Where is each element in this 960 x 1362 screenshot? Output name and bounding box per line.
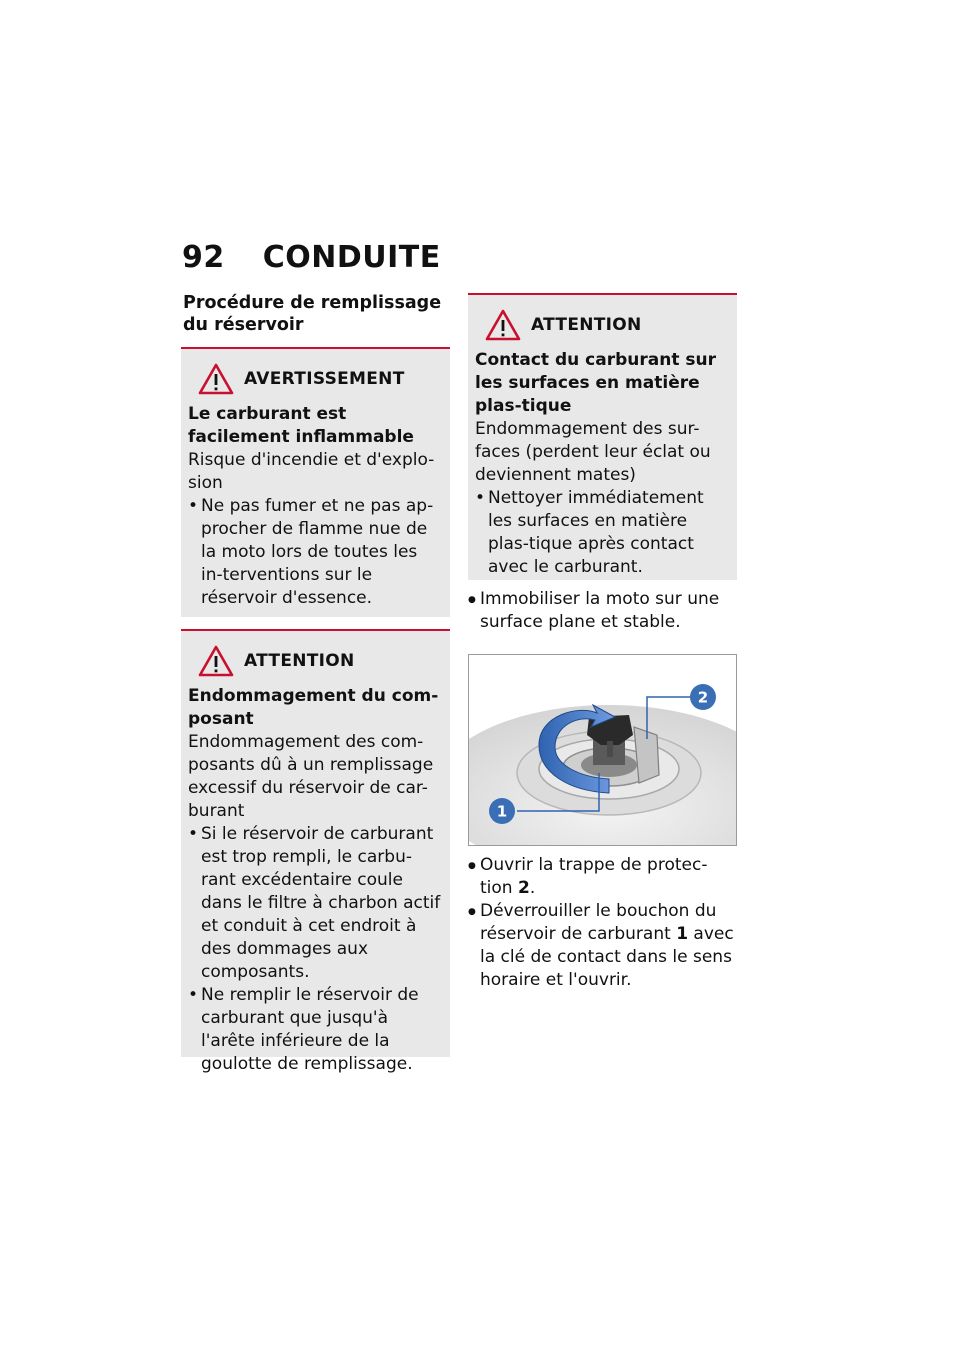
callout-2-label: 2 xyxy=(697,688,709,707)
warning-label: AVERTISSEMENT xyxy=(244,369,405,389)
warning-triangle-icon xyxy=(198,363,234,395)
right-column xyxy=(468,293,737,992)
left-column xyxy=(181,292,450,1074)
attention-list xyxy=(475,487,730,579)
warning-triangle-icon xyxy=(485,309,521,341)
callout-reference: 1 xyxy=(676,924,689,944)
step-list-1 xyxy=(468,588,737,634)
fuel-cap-illustration xyxy=(469,655,736,845)
attention-list xyxy=(188,823,443,1076)
warning-title-row xyxy=(188,363,443,395)
attention-label: ATTENTION xyxy=(244,651,355,671)
list-item: • Si le réservoir de carburant est trop rempli, le carbu-rant excédentaire coule dans le filtre à charbon actif et conduit à cet endroit à des dommages aux composants. xyxy=(188,823,443,984)
warning-title: Le carburant est facilement inflammable xyxy=(188,404,414,447)
attention-box-plastic xyxy=(468,293,737,580)
step-text-end: . xyxy=(529,878,536,898)
list-item: • Ne remplir le réservoir de carburant que jusqu'à l'arête inférieure de la goulotte de remplissage. xyxy=(188,984,443,1076)
fuel-cap-figure xyxy=(468,654,737,846)
callout-reference: 2 xyxy=(517,878,530,898)
warning-box xyxy=(181,347,450,617)
warning-text: Risque d'incendie et d'explo-sion xyxy=(188,450,435,493)
section-title: CONDUITE xyxy=(262,240,441,275)
warning-list xyxy=(188,495,443,610)
step-item xyxy=(468,854,737,900)
attention-text: Endommagement des com-posants dû à un remplissage excessif du réservoir de car-burant xyxy=(188,732,434,821)
list-item: • Nettoyer immédiatement les surfaces en matière plas-tique après contact avec le carburant. xyxy=(475,487,730,579)
attention-title-row xyxy=(188,645,443,677)
attention-title-row xyxy=(475,309,730,341)
list-item: • Ne pas fumer et ne pas ap-procher de flamme nue de la moto lors de toutes les in-terventions sur le réservoir d'essence. xyxy=(188,495,443,610)
attention-box xyxy=(181,629,450,1074)
page-header xyxy=(182,240,441,275)
attention-title: Contact du carburant sur les surfaces en matière plas-tique xyxy=(475,350,716,416)
attention-label: ATTENTION xyxy=(531,315,642,335)
section-heading: Procédure de remplissage du réservoir xyxy=(183,293,442,335)
step-list-2 xyxy=(468,854,737,992)
attention-title: Endommagement du com-posant xyxy=(188,686,439,729)
step-text-end: avec la clé de contact dans le sens horaire et l'ouvrir. xyxy=(480,924,734,990)
step-text: Déverrouiller le bouchon du réservoir de carburant xyxy=(480,901,717,944)
step-item: ● Immobiliser la moto sur une surface plane et stable. xyxy=(468,588,737,634)
page-number: 92 xyxy=(182,240,225,275)
callout-1-label: 1 xyxy=(496,802,508,821)
attention-text: Endommagement des sur-faces (perdent leur éclat ou deviennent mates) xyxy=(475,419,711,485)
step-text: Ouvrir la trappe de protec-tion xyxy=(480,855,708,898)
warning-triangle-icon xyxy=(198,645,234,677)
step-item xyxy=(468,900,737,992)
